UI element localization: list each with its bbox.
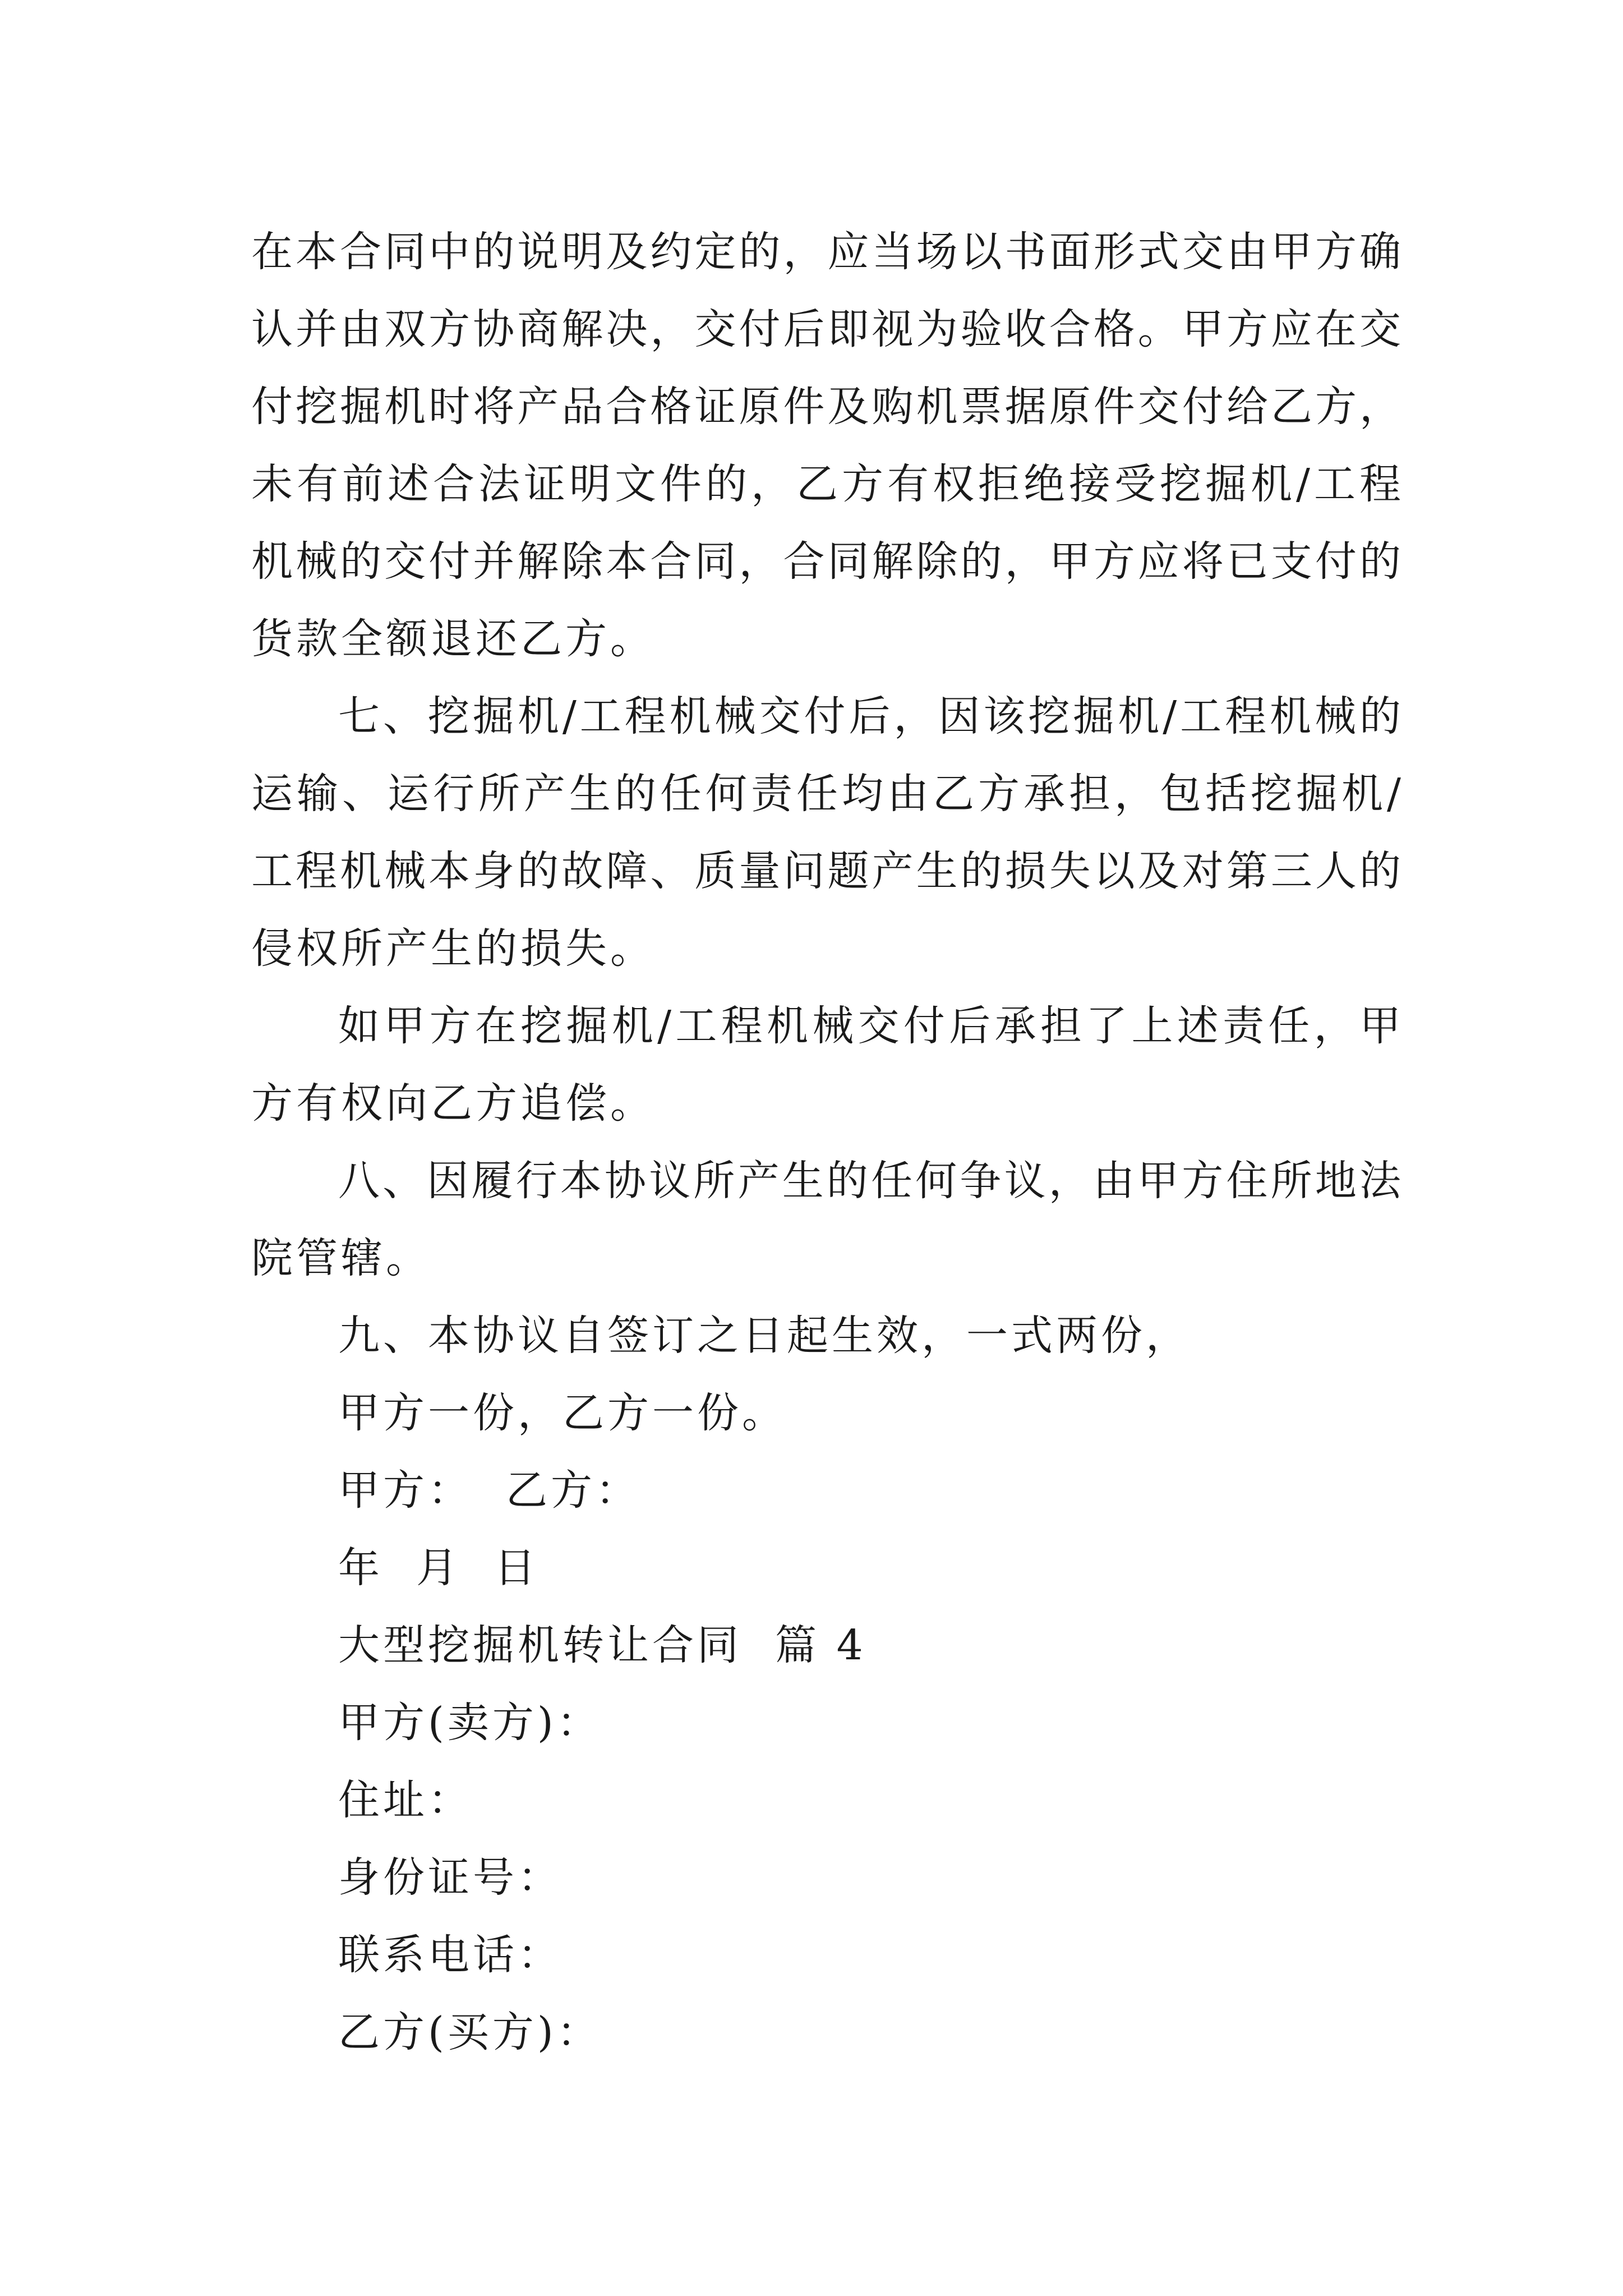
paragraph-line: 侵权所产生的损失。 — [251, 924, 655, 973]
signature-date: 年 月 日 — [338, 1544, 540, 1592]
paragraph-line: 运输、运行所产生的任何责任均由乙方承担，包括挖掘机/ — [251, 770, 1401, 818]
section-heading: 大型挖掘机转让合同 篇 4 — [338, 1621, 866, 1669]
paragraph-line: 九、本协议自签订之日起生效，一式两份， — [338, 1312, 1191, 1360]
paragraph-line: 方有权向乙方追偿。 — [251, 1079, 655, 1128]
field-label-seller: 甲方(卖方)： — [338, 1699, 602, 1747]
paragraph-line: 认并由双方协商解决，交付后即视为验收合格。甲方应在交 — [251, 305, 1401, 353]
paragraph-line: 付挖掘机时将产品合格证原件及购机票据原件交付给乙方， — [251, 383, 1401, 431]
paragraph-line: 货款全额退还乙方。 — [251, 615, 655, 663]
paragraph-line: 机械的交付并解除本合同，合同解除的，甲方应将已支付的 — [251, 537, 1401, 586]
paragraph-line: 八、因履行本协议所产生的任何争议，由甲方住所地法 — [338, 1157, 1401, 1205]
paragraph-line: 在本合同中的说明及约定的，应当场以书面形式交由甲方确 — [251, 228, 1401, 276]
document-body — [251, 213, 1401, 2071]
paragraph-line: 七、挖掘机/工程机械交付后，因该挖掘机/工程机械的 — [338, 692, 1401, 740]
paragraph-line: 未有前述合法证明文件的，乙方有权拒绝接受挖掘机/工程 — [251, 460, 1401, 508]
paragraph-line: 甲方一份，乙方一份。 — [338, 1389, 787, 1437]
field-label-id-number: 身份证号： — [338, 1853, 562, 1902]
paragraph-line: 院管辖。 — [251, 1234, 431, 1282]
paragraph-line: 如甲方在挖掘机/工程机械交付后承担了上述责任，甲 — [338, 1002, 1401, 1050]
field-label-buyer: 乙方(买方)： — [338, 2008, 602, 2056]
signature-parties: 甲方： 乙方： — [338, 1466, 641, 1515]
paragraph-line: 工程机械本身的故障、质量问题产生的损失以及对第三人的 — [251, 847, 1401, 895]
field-label-address: 住址： — [338, 1776, 473, 1824]
field-label-phone: 联系电话： — [338, 1931, 562, 1979]
